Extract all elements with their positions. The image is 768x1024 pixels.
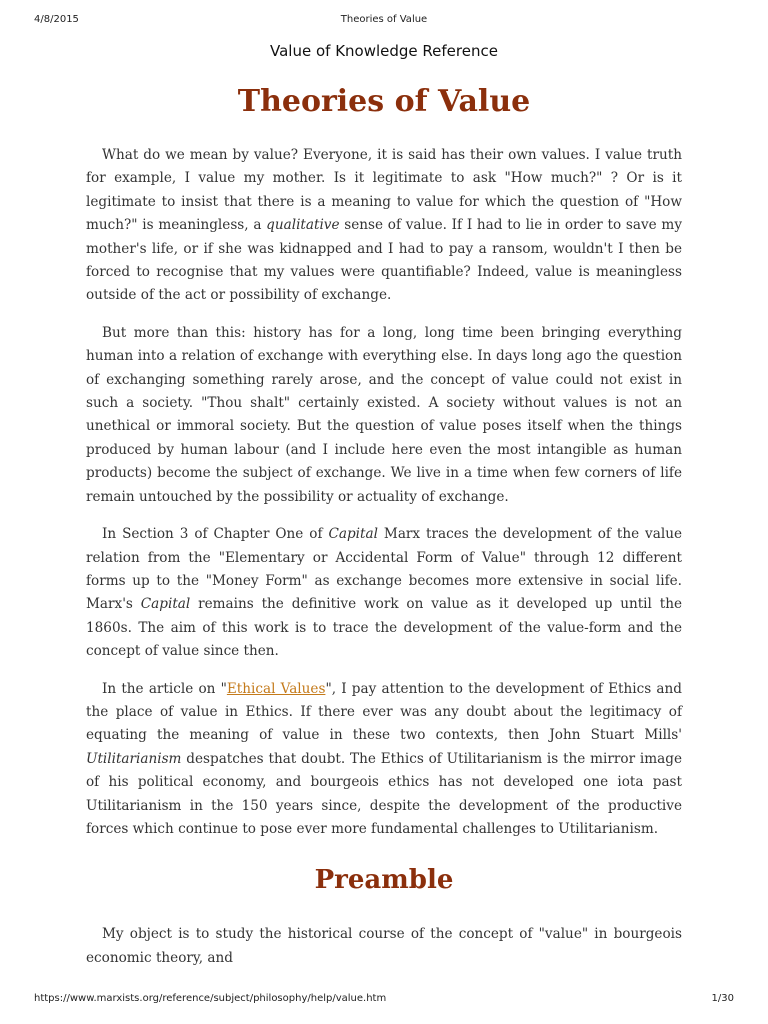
paragraph-2: But more than this: history has for a long, long time been bringing everything human into a relation of exchange with everything else. In days long ago the question of exchanging something rarely arose, and the concept of value could not exist in such a society. "Thou shalt" certainly existed. A society without values is not an unethical or immoral society. But the question of value poses itself when the things produced by human labour (and I include here even the most intangible as human products) become the subject of exchange. We live in a time when few corners of life remain untouched by the possibility or actuality of exchange.	[86, 324, 682, 505]
print-footer-page-number: 1/30	[711, 993, 734, 1004]
paragraph-3-emphasis-1: Capital	[328, 526, 378, 543]
print-header	[0, 14, 768, 34]
paragraph-1	[86, 144, 682, 308]
article-body	[86, 144, 682, 984]
paragraph-3-text-c: remains the definitive work on value as it developed up until the 1860s. The aim of this work is to trace the development of the value-form and the concept of value since then.	[86, 596, 682, 660]
paragraph-4-text-c: despatches that doubt. The Ethics of Utilitarianism is the mirror image of his political economy, and bourgeois ethics has not developed one iota past Utilitarianism in the 150 years since, despite the development of the productive forces which continue to pose ever more fundamental challenges to Utilitarianism.	[86, 750, 682, 837]
page-title: Theories of Value	[237, 84, 531, 119]
print-header-title: Theories of Value	[340, 14, 428, 25]
paragraph-5: My object is to study the historical course of the concept of "value" in bourgeois economic theory, and	[86, 926, 682, 966]
paragraph-1-text-a: What do we mean by value? Everyone, it is said has their own values. I value truth for example, I value my mother. Is it legitimate to ask "How much?" ? Or is it legitimate to insist that there is a meaning to value for which the question of "How much?" is meaningless, a	[86, 147, 682, 234]
ethical-values-link[interactable]: Ethical Values	[226, 680, 326, 697]
print-footer-url: https://www.marxists.org/reference/subject/philosophy/help/value.htm	[34, 993, 387, 1004]
site-title: Value of Knowledge Reference	[270, 42, 498, 60]
paragraph-4	[86, 678, 682, 842]
paragraph-3-emphasis-2: Capital	[140, 596, 191, 613]
paragraph-4-text-a: In the article on "	[102, 680, 227, 697]
print-footer	[0, 993, 768, 1013]
paragraph-3-text-a: In Section 3 of Chapter One of	[102, 526, 329, 543]
paragraph-3-text-b: Marx traces the development of the value relation from the "Elementary or Accidental Form of Value" through 12 different forms up to the "Money Form" as exchange becomes more extensive in social life. Marx's	[86, 526, 682, 613]
paragraph-1-text-b: sense of value. If I had to lie in order to save my mother's life, or if she was kidnapped and I had to pay a ransom, wouldn't I then be forced to recognise that my values were quantifiable? Indeed, value is meaningless outside of the act or possibility of exchange.	[86, 217, 682, 304]
paragraph-4-text-b: ", I pay attention to the development of Ethics and the place of value in Ethics. If there ever was any doubt about the legitimacy of equating the meaning of value in these two contexts, then John Stuart Mills'	[86, 680, 682, 744]
print-header-date: 4/8/2015	[34, 14, 79, 25]
paragraph-1-emphasis: qualitative	[266, 217, 340, 234]
paragraph-3	[86, 523, 682, 663]
paragraph-4-emphasis: Utilitarianism	[86, 750, 182, 767]
section-title-preamble: Preamble	[314, 865, 454, 896]
